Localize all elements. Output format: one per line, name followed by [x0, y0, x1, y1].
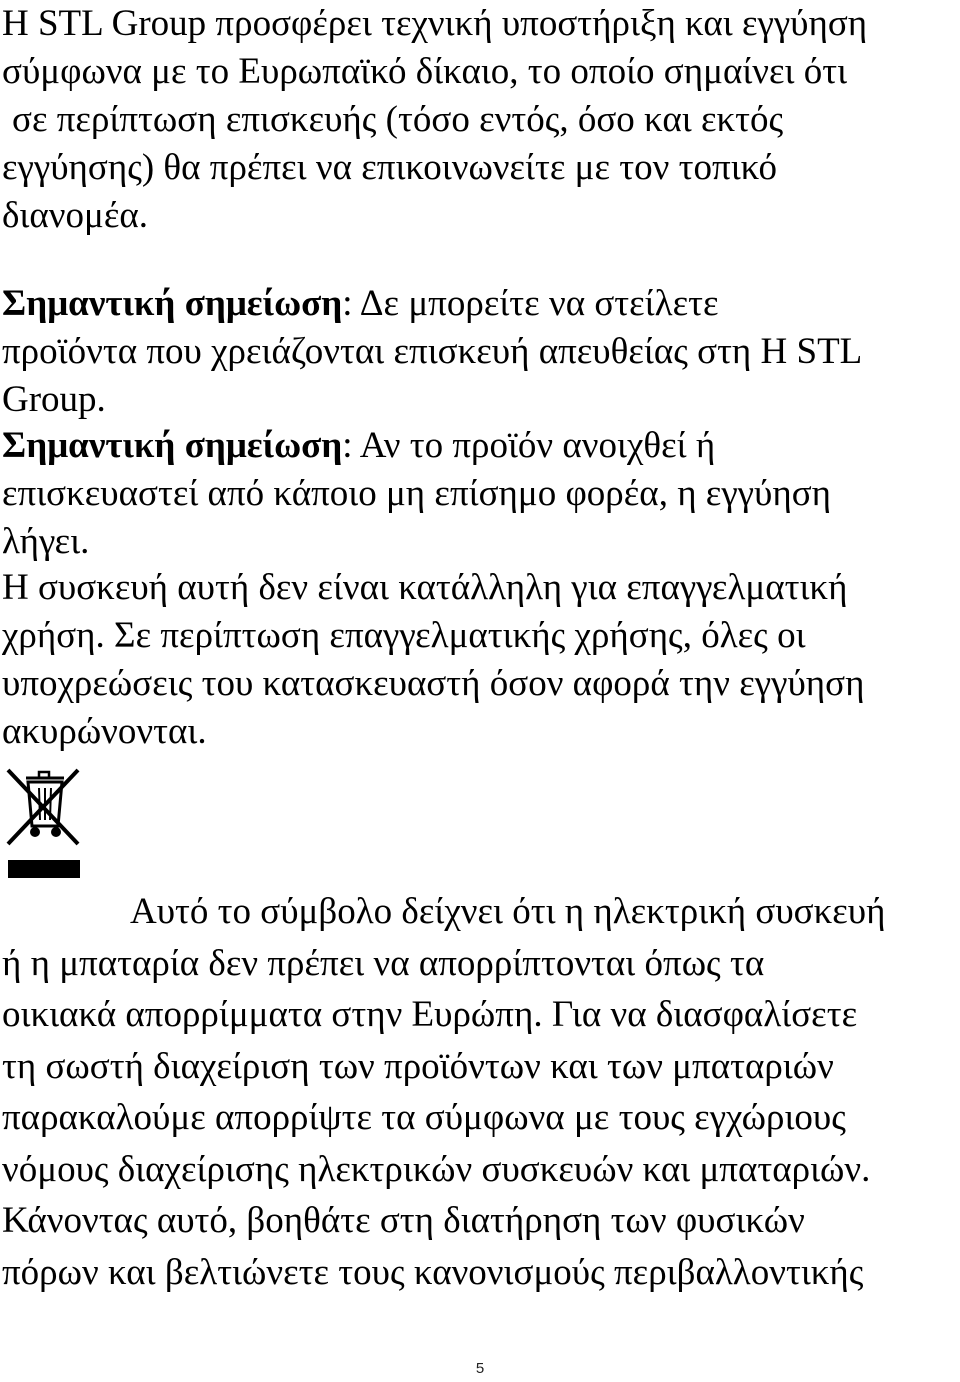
- page-number: 5: [475, 1360, 485, 1377]
- text-line: ή η μπαταρία δεν πρέπει να απορρίπτονται όπως τα: [2, 942, 765, 984]
- text-line: πόρων και βελτιώνετε τους κανονισμούς περιβαλλοντικής: [2, 1251, 864, 1293]
- text-line: [2, 280, 958, 328]
- text-line: λήγει.: [2, 521, 90, 562]
- weee-crossed-bin-icon: [4, 764, 84, 880]
- note-label: Σημαντική σημείωση: [2, 283, 343, 324]
- support-paragraph: [2, 0, 958, 240]
- text-line: παρακαλούμε απορρίψτε τα σύμφωνα με τους εγχώριους: [2, 1097, 846, 1138]
- important-note-repair: [2, 280, 958, 424]
- important-note-warranty: [2, 422, 958, 566]
- text-line: χρήση. Σε περίπτωση επαγγελματικής χρήσης, όλες οι: [2, 615, 806, 656]
- text-line: Η συσκευή αυτή δεν είναι κατάλληλη για επαγγελματική: [2, 567, 848, 608]
- disposal-paragraph: [2, 886, 958, 1298]
- note-text: : Δε μπορείτε να στείλετε: [342, 283, 719, 324]
- text-line: [2, 422, 958, 470]
- professional-use-paragraph: [2, 564, 958, 756]
- text-line: Group.: [2, 379, 106, 420]
- text-line: οικιακά απορρίμματα στην Ευρώπη. Για να διασφαλίσετε: [2, 994, 858, 1035]
- text-line: διανομέα.: [2, 195, 149, 236]
- text-line: τη σωστή διαχείριση των προϊόντων και των μπαταριών: [2, 1045, 834, 1087]
- text-line: σύμφωνα με το Ευρωπαϊκό δίκαιο, το οποίο σημαίνει ότι: [2, 51, 848, 92]
- text-line: Αυτό το σύμβολο δείχνει ότι η ηλεκτρική συσκευή: [130, 891, 886, 932]
- text-line: H STL Group προσφέρει τεχνική υποστήριξη και εγγύηση: [2, 3, 868, 44]
- note-label: Σημαντική σημείωση: [2, 425, 343, 466]
- note-text: : Αν το προϊόν ανοιχθεί ή: [342, 425, 716, 466]
- text-line: επισκευαστεί από κάποιο μη επίσημο φορέα, η εγγύηση: [2, 473, 831, 514]
- text-line: υποχρεώσεις του κατασκευαστή όσον αφορά την εγγύηση: [2, 663, 865, 704]
- text-line: νόμους διαχείρισης ηλεκτρικών συσκευών και μπαταριών.: [2, 1148, 871, 1190]
- text-line: εγγύησης) θα πρέπει να επικοινωνείτε με τον τοπικό: [2, 147, 777, 188]
- text-line: Κάνοντας αυτό, βοηθάτε στη διατήρηση των φυσικών: [2, 1200, 805, 1241]
- text-line: σε περίπτωση επισκευής (τόσο εντός, όσο και εκτός: [12, 99, 784, 140]
- text-line: ακυρώνονται.: [2, 711, 207, 752]
- text-line: προϊόντα που χρειάζονται επισκευή απευθείας στη H STL: [2, 331, 863, 372]
